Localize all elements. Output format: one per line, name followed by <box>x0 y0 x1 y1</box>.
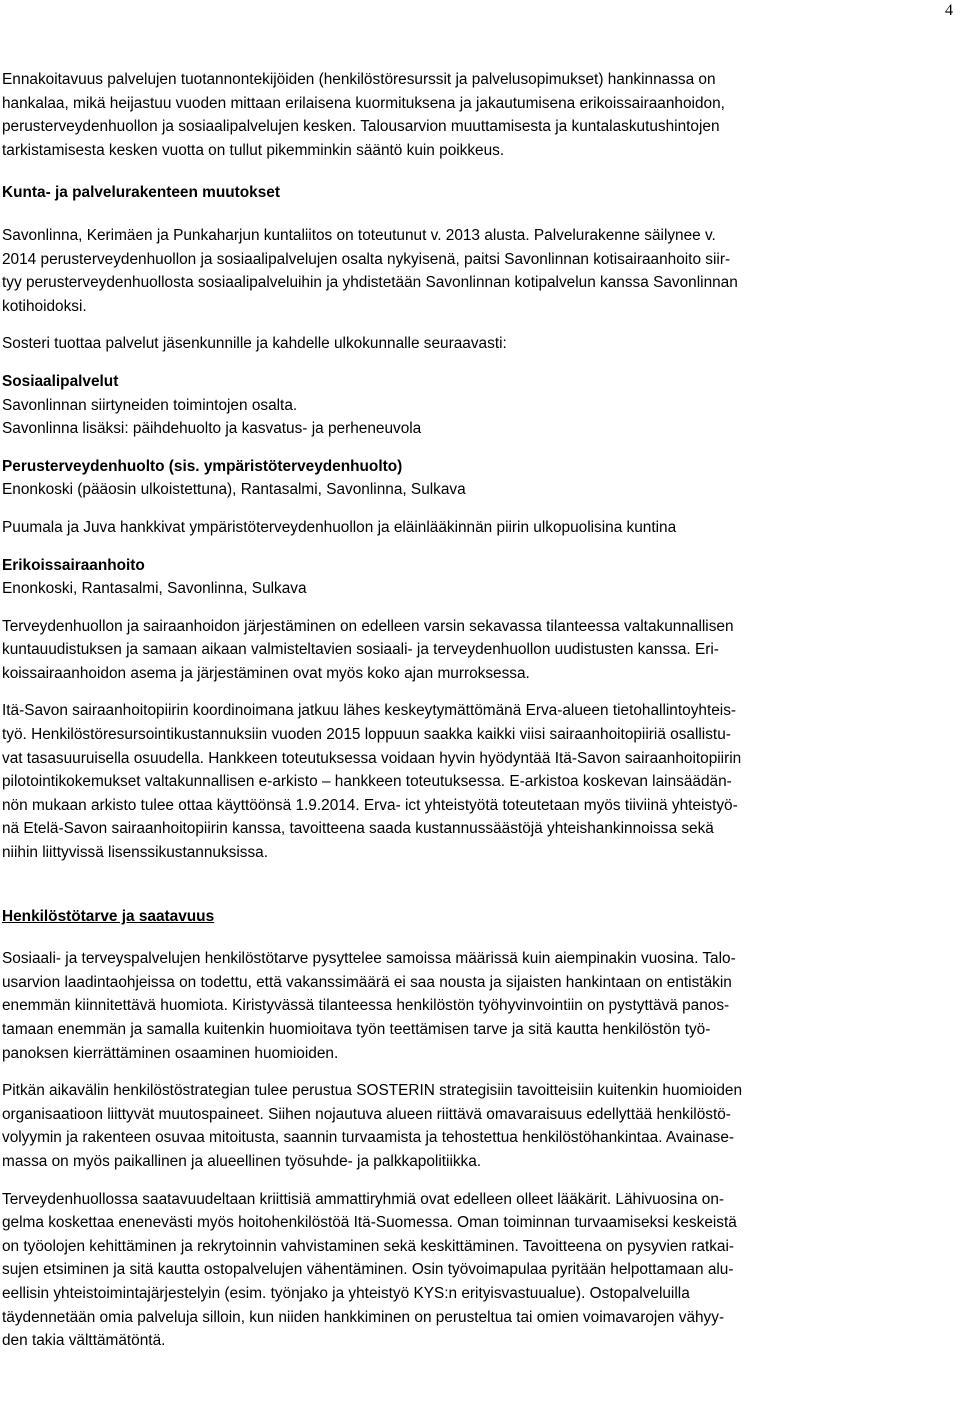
text-line: Sosiaali- ja terveyspalvelujen henkilöstötarve pysyttelee samoissa määrissä kuin aiempinakin vuosina. Talo- <box>2 950 736 968</box>
changes-paragraph <box>2 224 956 318</box>
text-line: nä Etelä-Savon sairaanhoitopiirin kanssa, tavoitteena saada kustannussäästöjä yhteishankinnoissa sekä <box>2 820 714 838</box>
text-line: Terveydenhuollon ja sairaanhoidon järjestäminen on edelleen varsin sekavassa tilanteessa valtakunnallisen <box>2 617 734 635</box>
text-line: 2014 perusterveydenhuollon ja sosiaalipalvelujen osalta nykyisenä, paitsi Savonlinnan kotisairaanhoito siir- <box>2 250 731 268</box>
primary-care-note: Puumala ja Juva hankkivat ympäristöterveydenhuollon ja eläinlääkinnän piirin ulkopuolisina kuntina <box>2 518 677 536</box>
text-line: massa on myös paikallinen ja alueellinen työsuhde- ja palkkapolitiikka. <box>2 1152 482 1170</box>
text-line: Ennakoitavuus palvelujen tuotannontekijöiden (henkilöstöresurssit ja palvelusopimukset) hankinnassa on <box>2 71 716 88</box>
text-line: eellisin yhteistoimintajärjestelyin (esim. työnjako ja yhteistyö KYS:n erityisvastuualue). Ostopalveluilla <box>2 1284 690 1302</box>
staffing-heading: Henkilöstötarve ja saatavuus <box>2 907 215 925</box>
text-line: kotihoidoksi. <box>2 297 87 315</box>
text-line: Itä-Savon sairaanhoitopiirin koordinoimana jatkuu lähes keskeytymättömänä Erva-alueen tietohallintoyhteis- <box>2 702 737 720</box>
specialized-care-municipalities: Enonkoski, Rantasalmi, Savonlinna, Sulkava <box>2 580 307 598</box>
text-line: enemmän kiinnitettävä huomiota. Kiristyvässä tilanteessa henkilöstön työhyvinvointiin on pystyttävä panos- <box>2 997 730 1015</box>
page-number: 4 <box>945 2 953 19</box>
text-line: den takia välttämätöntä. <box>2 1332 166 1350</box>
text-line: koissairaanhoidon asema ja järjestäminen ovat myös koko ajan murroksessa. <box>2 664 530 682</box>
text-line: kuntauudistuksen ja samaan aikaan valmisteltavien sosiaali- ja terveydenhuollon uudistusten kanssa. Eri- <box>2 641 719 659</box>
text-line: Terveydenhuollossa saatavuudeltaan kriittisiä ammattiryhmiä ovat edelleen olleet lääkärit. Lähivuosina on- <box>2 1190 725 1208</box>
intro-paragraph <box>2 68 956 162</box>
text-line: tamaan enemmän ja samalla kuitenkin huomioitava työn teettämisen tarve ja sitä kautta henkilöstön työ- <box>2 1021 711 1038</box>
document-body <box>2 68 956 1353</box>
text-line: nön mukaan arkisto tulee ottaa käyttöönsä 1.9.2014. Erva- ict yhteistyötä toteutetaan myös tiiviinä yhteistyö- <box>2 796 738 814</box>
text-line: tarkistamisesta kesken vuotta on tullut pikemminkin sääntö kuin poikkeus. <box>2 141 505 159</box>
staffing-paragraph-3 <box>2 1188 956 1353</box>
text-line: Pitkän aikavälin henkilöstöstrategian tulee perustua SOSTERIN strategisiin tavoitteisiin kuitenkin huomioiden <box>2 1082 742 1100</box>
staffing-paragraph-1 <box>2 947 956 1065</box>
services-intro: Sosteri tuottaa palvelut jäsenkunnille ja kahdelle ulkokunnalle seuraavasti: <box>2 335 507 353</box>
text-line: niihin liittyvissä lisenssikustannuksissa. <box>2 844 269 862</box>
text-line: hankalaa, mikä heijastuu vuoden mittaan erilaisena kuormituksena ja jakautumisena erikoissairaanhoidon, <box>2 94 725 112</box>
text-line: on työolojen kehittäminen ja rekrytoinnin vahvistaminen sekä keskittäminen. Tavoitteena on pysyvien ratkai- <box>2 1237 735 1255</box>
text-line: usarvion laadintaohjeissa on todettu, että vakanssimäärä ei saa nousta ja sijaisten hankintaan on entistäkin <box>2 973 732 991</box>
itasavo-paragraph <box>2 699 956 864</box>
text-line: organisaatioon liittyvät muutospaineet. Siihen nojautuva alueen riittävä omavaraisuus edellyttää henkilöstö- <box>2 1105 731 1123</box>
text-line: Savonlinna, Kerimäen ja Punkaharjun kuntaliitos on toteutunut v. 2013 alusta. Palvelurakenne säilynee v. <box>2 226 716 244</box>
social-services-line: Savonlinnan siirtyneiden toimintojen osalta. <box>2 396 298 414</box>
staffing-paragraph-2 <box>2 1079 956 1173</box>
text-line: perusterveydenhuollon ja sosiaalipalvelujen kesken. Talousarvion muuttamisesta ja kuntalaskutushintojen <box>2 118 720 136</box>
text-line: tyy perusterveydenhuollosta sosiaalipalveluihin ja yhdistetään Savonlinnan kotipalvelun kanssa Savonlinnan <box>2 274 738 292</box>
text-line: panoksen kierrättäminen osaaminen huomioiden. <box>2 1044 339 1062</box>
section-heading-changes: Kunta- ja palvelurakenteen muutokset <box>2 184 280 202</box>
specialized-care-heading: Erikoissairaanhoito <box>2 556 145 574</box>
social-services-line: Savonlinna lisäksi: päihdehuolto ja kasvatus- ja perheneuvola <box>2 420 422 438</box>
social-services-heading: Sosiaalipalvelut <box>2 372 119 390</box>
text-line: vat tasasuuruisella osuudella. Hankkeen toteutuksessa voidaan hyvin hyödyntää Itä-Savon sairaanhoitopiirin <box>2 749 742 767</box>
primary-care-heading: Perusterveydenhuolto (sis. ympäristöterveydenhuolto) <box>2 457 403 475</box>
text-line: työ. Henkilöstöresursointikustannuksiin vuoden 2015 loppuun saakka kaikki viisi sairaanhoitopiiriä osallistu- <box>2 726 731 744</box>
text-line: pilotointikokemukset valtakunnallisen e-arkisto – hankkeen toteutuksessa. E-arkistoa koskevan lainsäädän- <box>2 773 732 791</box>
text-line: gelma koskettaa enenevästi myös hoitohenkilöstöä Itä-Suomessa. Oman toiminnan turvaamiseksi keskeistä <box>2 1214 737 1232</box>
text-line: volyymin ja rakenteen osuvaa mitoitusta, saannin turvaamista ja tehostettua henkilöstöhankintaa. Avainase- <box>2 1129 735 1147</box>
primary-care-municipalities: Enonkoski (pääosin ulkoistettuna), Rantasalmi, Savonlinna, Sulkava <box>2 481 466 499</box>
text-line: täydennetään omia palveluja silloin, kun niiden hankkiminen on perusteltua tai omien voimavarojen vähyy- <box>2 1308 725 1326</box>
text-line: sujen etsiminen ja sitä kautta ostopalvelujen vähentäminen. Osin työvoimapulaa pyritään helpottamaan alu- <box>2 1261 734 1279</box>
reform-paragraph <box>2 615 956 686</box>
